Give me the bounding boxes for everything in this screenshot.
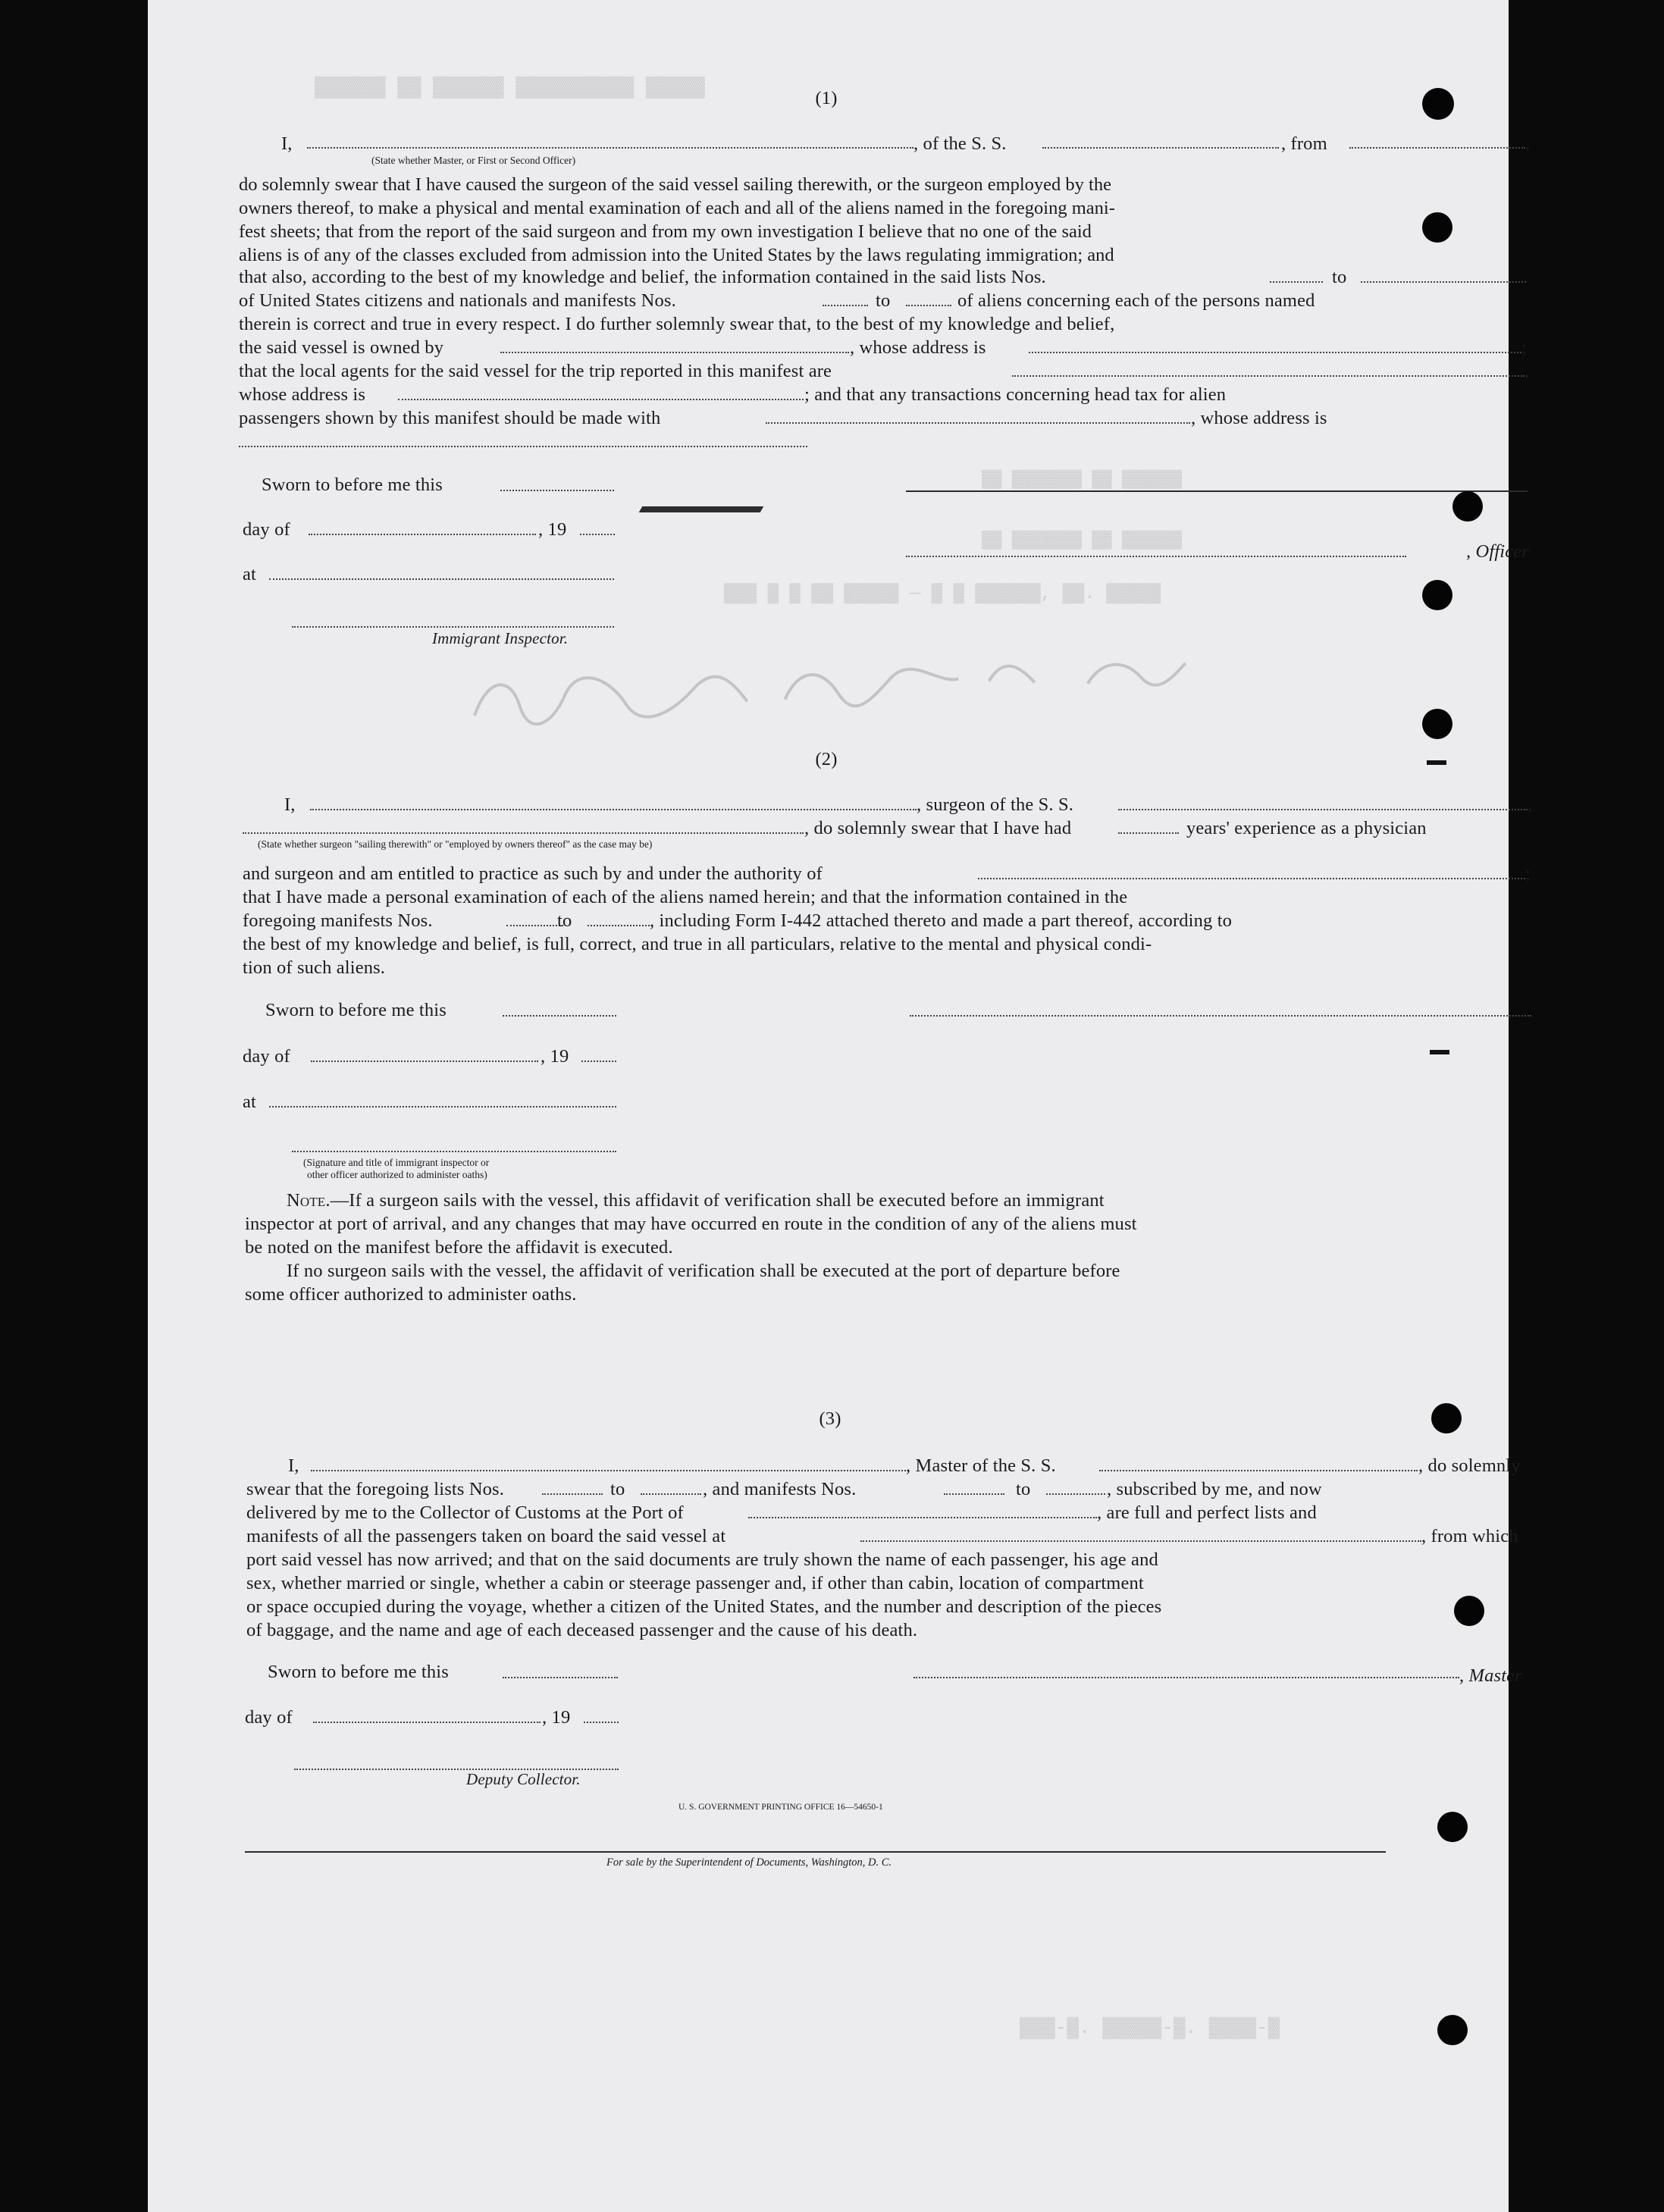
i-label: I, [281, 133, 293, 154]
from-label: , from [1281, 133, 1327, 154]
master-name-blank[interactable] [311, 1470, 906, 1471]
ink-smudge [639, 506, 764, 512]
owner-address-blank[interactable] [1029, 352, 1521, 353]
at-blank-2[interactable] [269, 1106, 616, 1108]
port-blank[interactable] [748, 1517, 1097, 1518]
swear-line: , do solemnly swear that I have had [804, 818, 1072, 838]
i-label-2: I, [284, 794, 296, 815]
and-manifests-label: , and manifests Nos. [703, 1479, 857, 1499]
binding-hole [1437, 2015, 1468, 2045]
authority-blank[interactable] [978, 878, 1525, 879]
bleed-through-text: ▓▓ ▓▓▓▓▓▓▓ ▓▓ ▓▓▓▓▓▓ [982, 531, 1183, 550]
citizen-lists-to-blank[interactable] [1361, 281, 1526, 283]
note-line-1: Note.—If a surgeon sails with the vessel, this affidavit of verification shall be executed before an immigrant [287, 1190, 1105, 1211]
day-of-label-3: day of [245, 1707, 293, 1728]
form-page: ▓▓▓▓▓▓ ▓▓ ▓▓▓▓▓▓ ▓▓▓▓▓▓▓▓▓▓ ▓▓▓▓▓ ▓▓▓ ▓ ▓ ▓▓ ▓▓▓▓▓ — ▓ ▓ ▓▓▓▓▓▓, ▓▓. ▓▓▓▓▓ ▓▓ ▓▓▓▓▓▓▓ ▓▓ ▓▓▓▓▓▓ ▓▓ ▓▓▓▓▓▓▓ ▓▓ ▓▓▓▓▓▓ ▓▓▓-▓. ▓▓▓▓▓-▓. ▓▓▓▓-▓ (1) I, , of the S. S. , from , (State whether Master, or First or Second Officer) do solemnly swear that I have caused the surgeon of the said vessel sailing therewith, or the surgeon employed by the owners thereof, to make a physical and mental examination of each and all of the aliens named in the foregoing mani- fest sheets; that from the report of the said surgeon and from my own investigation I believe that no one of the said aliens is of any of the classes excluded from admission into the United States by the laws regulating immigration; and that also, according to the best of my knowledge and belief, the information contained in the said lists Nos. to of United States citizens and nationals and manifests Nos. to of aliens concerning each of the persons named therein is correct and true in every respect. I do further solemnly swear that, to the best of my knowledge and belief, the said vessel is owned by , whose address is ; that the local agents for the said vessel for the trip reported in this manifest are , whose address is ; and that any transactions concerning head tax for alien passengers shown by this manifest should be made with , whose address is Sworn to before me this day of , 19 , Officer at Immigrant Inspector. (2) I, , surgeon of the S. S. , , do solemnly swear that I have had years' experience as a physician (State whether surgeon "sailing therewith" or "employed by owners thereof" as the case may be) and surgeon and am entitled to practice as such by and under the authority of ; that I have made a personal examination of each of the aliens named herein; and that the information contained in the foregoing manifests Nos. to , including Form I-442 attached thereto and made a part thereof, according to the best of my knowledge and belief, is full, correct, and true in all particulars, relative to the mental and physical condi- tion of such aliens. Sworn to before me this day of , 19 at (Signature and title of immigrant inspector or other officer authorized to administer oaths) Note.—If a surgeon sails with the vessel, this affidavit of verification shall be executed before an immigrant inspector at port of arrival, and any changes that may have occurred en route in the condition of any of the aliens must be noted on the manifest before the affidavit is executed. If no surgeon sails with the vessel, the affidavit of verification shall be executed at the port of departure before some officer authorized to administer oaths. (3) I, , Master of the S. S. , do solemnly swear that the foregoing lists Nos. to , and manifests Nos. to , subscribed by me, and now delivered by me to the Collector of Customs at the Port of , are full and perfect lists and manifests of all the passengers taken on board the said vessel at , from which port said vessel has now arrived; and that on the said documents are truly shown the name of each passenger, his age and sex, whether married or single, whether a cabin or steerage passenger and, if other than cabin, location of compartment or space occupied during the voyage, whether a citizen of the United States, and the number and description of the pieces of baggage, and the name and age of each deceased passenger and the cause of his death. Sworn to before me this , Master day of , 19 Deputy Collector. U. S. GOVERNMENT PRINTING OFFICE 16—54650-1 For sale by the Superintendent of Documents, Washington, D. C. [148, 0, 1509, 2212]
sale-notice: For sale by the Superintendent of Documents, Washington, D. C. [606, 1856, 892, 1869]
year-blank-2[interactable] [581, 1061, 616, 1062]
surgeon-vessel-blank[interactable] [1118, 809, 1528, 810]
lists-to-blank[interactable] [641, 1493, 701, 1495]
sworn-day-blank-2[interactable] [503, 1015, 616, 1017]
i-label-3: I, [288, 1455, 299, 1476]
deputy-collector-label: Deputy Collector. [466, 1770, 581, 1788]
bleed-through-text: ▓▓▓ ▓ ▓ ▓▓ ▓▓▓▓▓ — ▓ ▓ ▓▓▓▓▓▓, ▓▓. ▓▓▓▓▓ [724, 584, 1161, 604]
port-said-line: port said vessel has now arrived; and that on the said documents are truly shown the name of each passenger, his age and [246, 1549, 1158, 1570]
section-3-number: (3) [819, 1408, 841, 1429]
to-label: to [1016, 1479, 1031, 1499]
officer-blank[interactable] [906, 556, 1406, 557]
departure-port-blank[interactable] [860, 1540, 1421, 1542]
do-solemnly-label: , do solemnly [1418, 1455, 1521, 1476]
baggage-line: of baggage, and the name and age of each deceased passenger and the cause of his death. [246, 1620, 918, 1640]
authority-line: and surgeon and am entitled to practice as such by and under the authority of [243, 863, 823, 884]
to-label: to [557, 910, 572, 931]
binding-hole [1452, 491, 1483, 522]
contact-address-blank[interactable] [239, 446, 807, 447]
surgeon-manifests-from-blank[interactable] [506, 925, 563, 926]
manifests-all-label: manifests of all the passengers taken on board the said vessel at [246, 1526, 726, 1546]
owner-blank[interactable] [500, 352, 849, 353]
subscribed-label: , subscribed by me, and now [1107, 1479, 1322, 1499]
year-prefix-3: , 19 [542, 1707, 571, 1728]
master-signature-line[interactable] [913, 1677, 1459, 1678]
at-blank[interactable] [269, 578, 614, 580]
signature-hint-1: (Signature and title of immigrant inspector or [303, 1157, 490, 1168]
vessel-name-blank[interactable] [1042, 147, 1279, 149]
binding-hole [1422, 88, 1454, 120]
examination-line: that I have made a personal examination of each of the aliens named herein; and that the information contained in the [243, 887, 1128, 907]
year-prefix-2: , 19 [541, 1046, 569, 1067]
bleed-through-text: ▓▓ ▓▓▓▓▓▓▓ ▓▓ ▓▓▓▓▓▓ [982, 470, 1183, 489]
bleed-through-text: ▓▓▓▓▓▓ ▓▓ ▓▓▓▓▓▓ ▓▓▓▓▓▓▓▓▓▓ ▓▓▓▓▓ [315, 76, 705, 99]
to-label: to [876, 290, 891, 311]
officer-rank-blank[interactable] [307, 147, 913, 149]
edge-mark [1427, 760, 1446, 765]
passengers-line: passengers shown by this manifest should be made with [239, 408, 661, 428]
day-of-blank-3[interactable] [313, 1722, 541, 1723]
manifests-from-blank[interactable] [944, 1493, 1004, 1495]
bleed-through-signature [442, 632, 1203, 751]
surgeon-type-hint: (State whether surgeon "sailing therewith" or "employed by owners thereof" as the case may be) [258, 838, 653, 850]
section-1-body: do solemnly swear that I have caused the surgeon of the said vessel sailing therewith, or the surgeon employed by the owners thereof, to make a physical and mental examination of each and all of the aliens named in the foregoing mani- fest sheets; that from the report of the said surgeon and from my own investigation I believe that no one of the said aliens is of any of the classes excluded from admission into the United States by the laws regulating immigration; and [239, 174, 1115, 265]
years-blank[interactable] [1118, 832, 1179, 834]
surgeon-name-blank[interactable] [310, 809, 917, 810]
whose-address-label-3: , whose address is [1191, 408, 1327, 428]
to-label: to [1332, 267, 1347, 287]
local-agents-blank[interactable] [1012, 375, 1525, 377]
space-line: or space occupied during the voyage, whether a citizen of the United States, and the number and description of the pieces [246, 1596, 1162, 1617]
binding-hole [1454, 1596, 1484, 1626]
alien-manifests-to-blank[interactable] [906, 305, 951, 306]
swear-lists-label: swear that the foregoing lists Nos. [246, 1479, 505, 1499]
agents-address-blank[interactable] [398, 399, 804, 400]
binding-hole [1422, 580, 1452, 610]
sworn-day-blank-3[interactable] [503, 1677, 618, 1678]
manifests-to-blank[interactable] [1046, 1493, 1105, 1495]
delivered-label: delivered by me to the Collector of Customs at the Port of [246, 1502, 684, 1523]
therein-line: therein is correct and true in every respect. I do further solemnly swear that, to the best of my knowledge and belief, [239, 314, 1115, 334]
years-label: years' experience as a physician [1186, 818, 1427, 838]
at-label-2: at [243, 1092, 256, 1112]
sworn-label: Sworn to before me this [262, 475, 443, 495]
day-of-blank-2[interactable] [311, 1061, 538, 1062]
year-blank-3[interactable] [584, 1722, 619, 1723]
sworn-label-2: Sworn to before me this [265, 1000, 447, 1020]
sworn-label-3: Sworn to before me this [268, 1662, 449, 1682]
surgeon-of-label: , surgeon of the S. S. [917, 794, 1074, 815]
year-prefix: , 19 [538, 519, 567, 540]
foregoing-manifests-label: foregoing manifests Nos. [243, 910, 433, 931]
surgeon-manifests-to-blank[interactable] [588, 925, 650, 926]
tion-line: tion of such aliens. [243, 957, 386, 978]
to-label: to [610, 1479, 625, 1499]
note-line-4: If no surgeon sails with the vessel, the affidavit of verification shall be executed at the port of departure before [287, 1261, 1120, 1281]
master-vessel-blank[interactable] [1099, 1470, 1418, 1471]
at-label: at [243, 564, 256, 584]
surgeon-signature-line[interactable] [910, 1015, 1531, 1017]
master-of-label: , Master of the S. S. [906, 1455, 1056, 1476]
head-tax-contact-blank[interactable] [766, 422, 1190, 424]
alien-manifests-from-blank[interactable] [823, 305, 868, 306]
from-port-blank[interactable] [1349, 147, 1525, 149]
officer-signature-line[interactable] [906, 490, 1528, 492]
binding-hole [1431, 1403, 1462, 1433]
whose-address-label-2: whose address is [239, 384, 366, 405]
from-which-label: , from which [1421, 1526, 1518, 1546]
head-tax-line: ; and that any transactions concerning head tax for alien [804, 384, 1227, 405]
full-perfect-label: , are full and perfect lists and [1097, 1502, 1317, 1523]
binding-hole [1437, 1812, 1468, 1842]
immigrant-inspector-label: Immigrant Inspector. [432, 629, 569, 647]
footer-rule [245, 1851, 1386, 1853]
best-knowledge-line: the best of my knowledge and belief, is full, correct, and true in all particulars, relative to the mental and physical condi- [243, 934, 1152, 954]
binding-hole [1422, 709, 1452, 739]
of-ss-label: , of the S. S. [913, 133, 1007, 154]
manifests-line-end: of aliens concerning each of the persons named [957, 290, 1315, 311]
day-of-blank[interactable] [309, 534, 536, 535]
printing-office-line: U. S. GOVERNMENT PRINTING OFFICE 16—54650-1 [678, 1803, 883, 1812]
master-label: , Master [1459, 1665, 1522, 1686]
local-agents-label: that the local agents for the said vessel for the trip reported in this manifest are [239, 361, 832, 381]
rank-hint: (State whether Master, or First or Second Officer) [371, 155, 576, 166]
note-line-3: be noted on the manifest before the affidavit is executed. [245, 1237, 673, 1258]
sworn-day-blank[interactable] [500, 490, 614, 491]
form-i442-line: , including Form I-442 attached thereto and made a part thereof, according to [650, 910, 1233, 931]
year-blank[interactable] [580, 534, 615, 535]
citizen-lists-from-blank[interactable] [1270, 281, 1323, 283]
sex-line: sex, whether married or single, whether a cabin or steerage passenger and, if other than cabin, location of compartment [246, 1573, 1144, 1593]
day-of-label: day of [243, 519, 290, 540]
surgeon-type-blank[interactable] [243, 832, 804, 834]
lists-from-blank[interactable] [542, 1493, 603, 1495]
note-line-2: inspector at port of arrival, and any changes that may have occurred en route in the condition of any of the aliens must [245, 1214, 1137, 1234]
binding-hole [1422, 212, 1452, 243]
bleed-through-text: ▓▓▓-▓. ▓▓▓▓▓-▓. ▓▓▓▓-▓ [1020, 2016, 1280, 2039]
day-of-label-2: day of [243, 1046, 290, 1067]
inspector-signature-line[interactable] [292, 626, 614, 628]
administrator-signature-line[interactable] [292, 1151, 616, 1152]
officer-label: , Officer [1466, 541, 1529, 562]
section-1-number: (1) [815, 88, 838, 108]
section-2-number: (2) [815, 749, 838, 769]
note-line-5: some officer authorized to administer oaths. [245, 1284, 577, 1305]
body-lists-line: that also, according to the best of my knowledge and belief, the information contained in the said lists Nos. [239, 267, 1046, 287]
edge-mark [1430, 1050, 1449, 1054]
signature-hint-2: other officer authorized to administer oaths) [307, 1169, 487, 1180]
whose-address-label: , whose address is [850, 337, 986, 358]
manifests-line: of United States citizens and nationals and manifests Nos. [239, 290, 676, 311]
owned-by-label: the said vessel is owned by [239, 337, 444, 358]
